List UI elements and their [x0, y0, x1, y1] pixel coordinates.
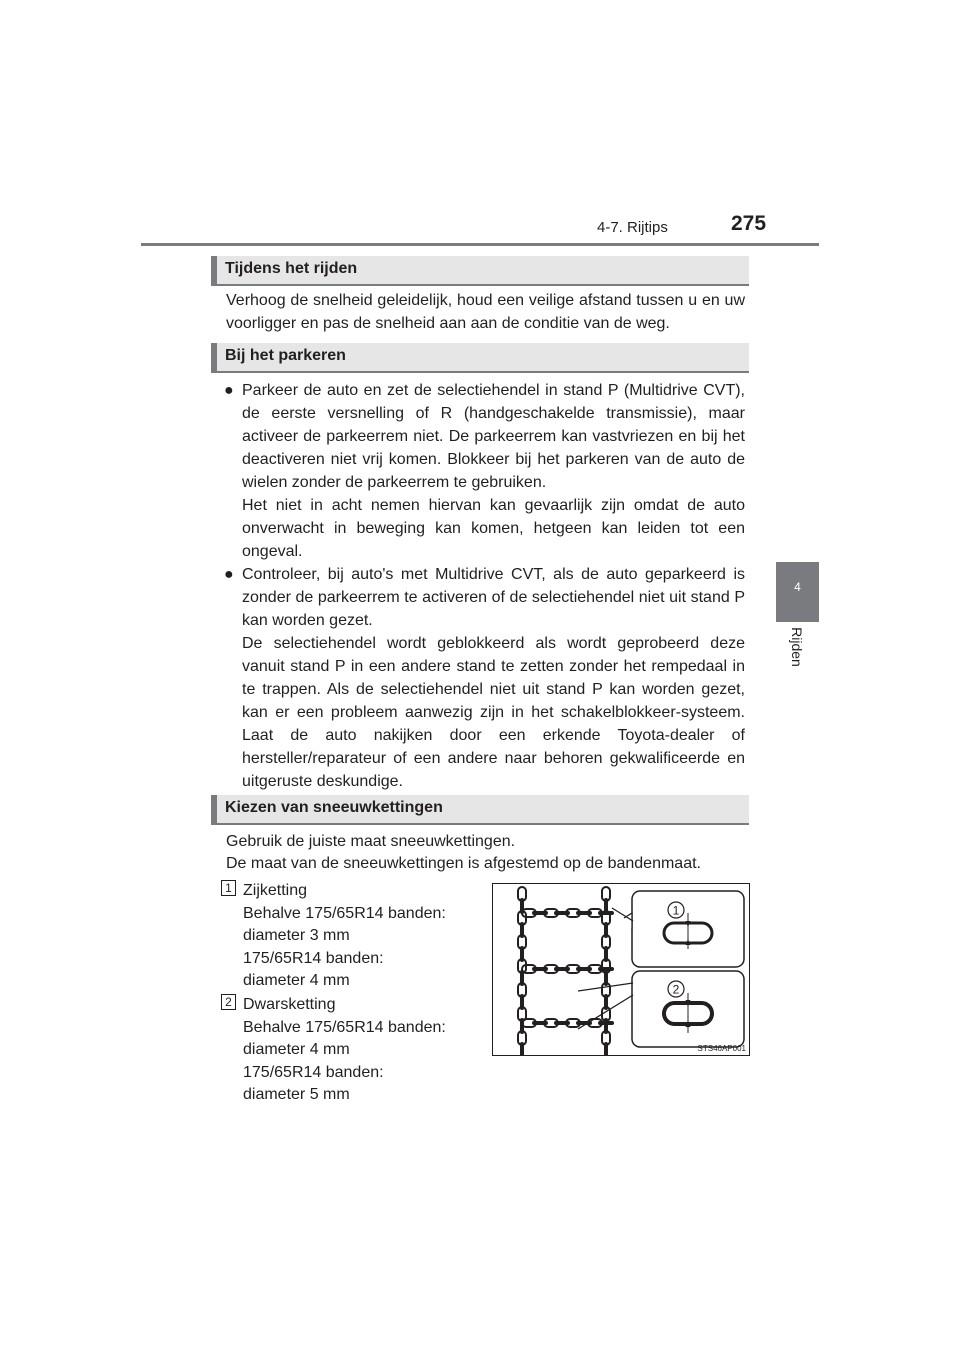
bullet-dot: ●	[224, 566, 234, 583]
spec-name: Dwarsketting	[243, 996, 336, 1013]
header-section-title: 4-7. Rijtips	[597, 219, 668, 236]
section-title: Bij het parkeren	[225, 347, 346, 364]
section-title: Tijdens het rijden	[225, 260, 358, 277]
chapter-label: Rijden	[789, 627, 805, 667]
snow-chain-figure	[492, 883, 750, 1056]
spec-line: diameter 4 mm	[243, 972, 350, 989]
header-rule	[141, 243, 819, 246]
parking-bullet-1	[224, 379, 745, 563]
bullet-paragraph: De selectiehendel wordt geblokkeerd als wordt geprobeerd deze vanuit stand P in een andere stand te zetten zonder het rempedaal in te trappen. Als de selectiehendel niet uit stand P kan worden gezet, kan er een probleem aanwezig zijn in het schakelblokkeer-systeem. Laat de auto nakijken door een erkende Toyota-dealer of hersteller/reparateur of een andere naar behoren gekwalificeerde en uitgeruste deskundige.	[242, 635, 745, 790]
chains-line-1: Gebruik de juiste maat sneeuwkettingen.	[226, 833, 516, 850]
spec-line: Behalve 175/65R14 banden:	[243, 904, 446, 922]
spec-line: diameter 5 mm	[243, 1086, 350, 1103]
chains-line-2: De maat van de sneeuwkettingen is afgestemd op de bandenmaat.	[226, 855, 701, 872]
spec-cross-chain	[243, 994, 446, 1107]
section-heading-driving	[211, 256, 749, 286]
driving-paragraph: Verhoog de snelheid geleidelijk, houd een veilige afstand tussen u en uw voorligger en pas de snelheid aan aan de conditie van de weg.	[226, 292, 745, 332]
item-number-1: 1	[221, 880, 236, 896]
bullet-dot: ●	[224, 382, 234, 399]
side-chain-link	[605, 1043, 607, 1056]
parking-bullet-2	[224, 563, 745, 793]
snow-chain-illustration	[492, 883, 750, 1056]
heading-bar	[211, 256, 217, 284]
section-title: Kiezen van sneeuwkettingen	[225, 799, 443, 816]
cross-chain-link	[599, 1022, 613, 1024]
spec-line: Behalve 175/65R14 banden:	[243, 1018, 446, 1036]
spec-line: diameter 3 mm	[243, 927, 350, 944]
spec-line: 175/65R14 banden:	[243, 949, 384, 967]
bullet-paragraph: Controleer, bij auto's met Multidrive CVT, als de auto geparkeerd is zonder de parkeerrem te activeren of de selectiehendel niet uit stand P kan worden gezet.	[242, 566, 745, 629]
chapter-tab: 4	[776, 562, 819, 622]
heading-bar	[211, 795, 217, 823]
callout-2-label: 2	[672, 982, 680, 997]
cross-chain-link	[599, 968, 613, 970]
spec-name: Zijketting	[243, 882, 308, 899]
spec-line: 175/65R14 banden:	[243, 1063, 384, 1081]
page-number: 275	[731, 212, 767, 235]
callout-1-label: 1	[672, 903, 680, 918]
side-chain-link	[521, 1043, 523, 1056]
figure-code: STS46AP001	[697, 1044, 746, 1053]
bullet-paragraph: Parkeer de auto en zet de selectiehendel in stand P (Multidrive CVT), de eerste versnelling of R (handgeschakelde transmissie), maar activeer de parkeerrem niet. De parkeerrem kan vastvriezen en bij het deactiveren niet vrij komen. Blokkeer bij het parkeren van de auto de wielen zonder de parkeerrem te gebruiken.	[242, 382, 745, 491]
bullet-paragraph: Het niet in acht nemen hiervan kan gevaarlijk zijn omdat de auto onverwacht in beweging kan komen, hetgeen kan leiden tot een ongeval.	[242, 497, 745, 560]
spec-side-chain	[243, 880, 446, 993]
section-heading-parking	[211, 343, 749, 373]
item-number-2: 2	[221, 994, 236, 1010]
heading-bar	[211, 343, 217, 371]
section-heading-chains	[211, 795, 749, 825]
cross-chain-link	[599, 912, 613, 914]
spec-line: diameter 4 mm	[243, 1041, 350, 1058]
